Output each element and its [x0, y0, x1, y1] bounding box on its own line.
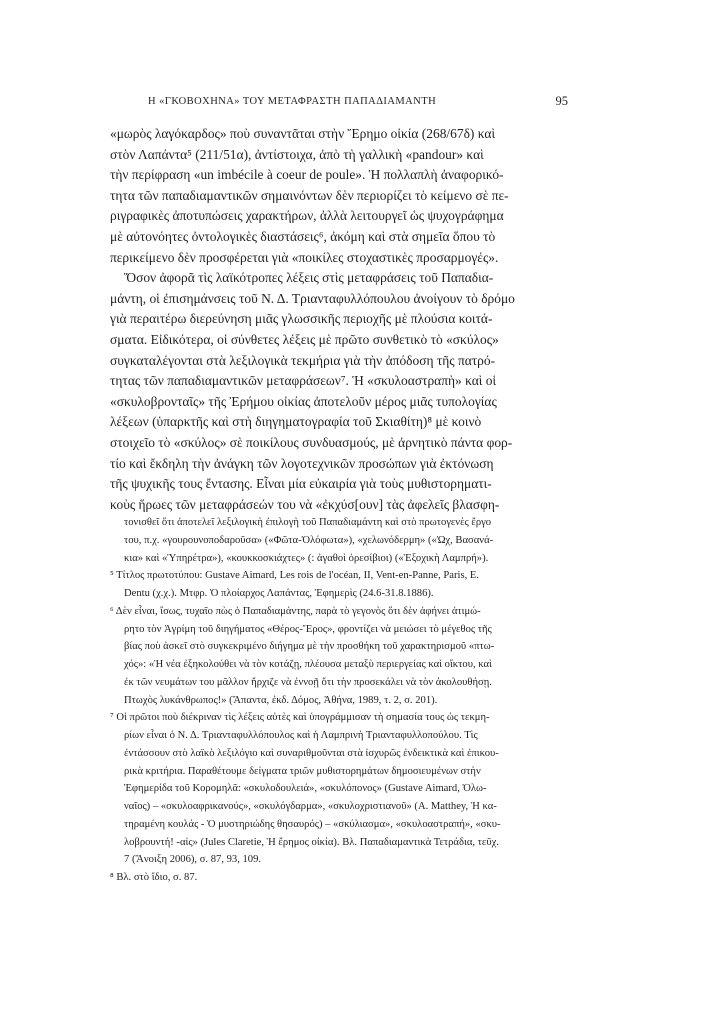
body-line: τίο καὶ ἔκδηλη τὴν ἀνάγκη τῶν λογοτεχνικῶν προσώπων γιὰ ἐκτόνωση: [110, 455, 494, 471]
footnote-8: ⁸ Βλ. στὸ ἴδιο, σ. 87.: [110, 872, 198, 883]
footnote-line: τονισθεῖ ὅτι ἀποτελεῖ λεξιλογικὴ ἐπιλογὴ τοῦ Παπαδιαμάντη καὶ στὸ πρωτογενὲς ἔργο: [124, 517, 492, 528]
footnote-line: Ἐφημερίδα τοῦ Κορομηλᾶ: «σκυλοδουλειά», «σκυλόπονος» (Gustave Aimard, Ὀλω-: [124, 783, 487, 795]
footnote-line: ἐντάσσουν στὸ λαϊκὸ λεξιλόγιο καὶ συναριθμοῦνται στὰ ἰσχυρῶς ἐνδεικτικὰ καὶ ἐπικου-: [124, 747, 499, 759]
running-head: Η «ΓΚΟΒΟΧΗΝΑ» ΤΟΥ ΜΕΤΑΦΡΑΣΤΗ ΠΑΠΑΔΙΑΜΑΝΤΗ: [148, 96, 437, 107]
footnote-line: ἐκ τῶν νευμάτων του μᾶλλον ἤρχιζε νὰ ἐννοῇ ὅτι τὴν προσεκάλει νὰ τὸν ἀκολουθήσῃ.: [124, 676, 492, 688]
footnote-line: 7 (Ἄνοιξη 2006), σ. 87, 93, 109.: [124, 854, 262, 866]
footnote-line: ναῖος) – «σκυλοαφρικανούς», «σκυλόγδαρμα», «σκυλοχριστιανοῦ» (A. Matthey, Ἡ κα-: [124, 801, 497, 812]
body-line: στὸν Λαπάντα⁵ (211/51α), ἀντίστοιχα, ἀπὸ τὴ γαλλικὴ «pandour» καὶ: [110, 146, 484, 162]
body-line: μάντη, οἱ ἐπισημάνσεις τοῦ Ν. Δ. Τριανταφυλλόπουλου ἀνοίγουν τὸ δρόμο: [110, 290, 515, 306]
body-line: τητα τῶν παπαδιαμαντικῶν σημαινόντων δὲν περιορίζει τὸ κείμενο σὲ πε-: [110, 187, 509, 203]
footnote-line: Dentu (χ.χ.). Μτφρ. Ὁ πλοίαρχος Λαπάντας, Ἐφημερὶς (24.6-31.8.1886).: [124, 588, 434, 599]
body-line: Ὅσον ἀφορᾶ τὶς λαϊκότροπες λέξεις στὶς μεταφράσεις τοῦ Παπαδια-: [124, 270, 494, 286]
body-line: μὲ αὐτονόητες ὀντολογικὲς διαστάσεις⁶, ἀκόμη καὶ στὰ σημεῖα ὅπου τὸ: [110, 228, 496, 244]
footnote-6: ⁶ Δὲν εἶναι, ἴσως, τυχαῖο πὼς ὁ Παπαδιαμάντης, παρὰ τὸ γεγονὸς ὅτι δὲν ἀφήνει ἀτιμώ-: [110, 605, 481, 617]
footnote-line: κια» καὶ «Ὑπηρέτρα»), «κουκκοσκιάχτες» (: ἀγαθοὶ ὀρεσίβιοι) («Ἐξοχικὴ Λαμπρή»).: [124, 552, 489, 564]
footnote-line: Πτωχὸς λυκάνθρωπος!» (Ἅπαντα, ἐκδ. Δόμος, Ἀθήνα, 1989, τ. 2, σ. 201).: [124, 694, 438, 706]
footnote-line: ρίων εἶναι ὁ Ν. Δ. Τριανταφυλλόπουλος καὶ ἡ Λαμπρινὴ Τριανταφυλλοπούλου. Τὶς: [124, 730, 478, 741]
body-line: τητας τῶν παπαδιαμαντικῶν μεταφράσεων⁷. Ἡ «σκυλοαστραπὴ» καὶ οἱ: [110, 373, 497, 389]
footnote-line: λοβρουντή! -αἰς» (Jules Claretie, Ἡ ἔρημος οἰκία). Βλ. Παπαδιαμαντικὰ Τετράδια, τεῦχ.: [124, 836, 499, 848]
body-line: «μωρὸς λαγόκαρδος» ποὺ συναντᾶται στὴν Ἔρημο οἰκία (268/67δ) καὶ: [110, 126, 496, 141]
page-header: [148, 96, 568, 112]
body-line: κοὺς ἥρωες τῶν μεταφράσεών του νὰ «ἐκχύσ[ουν] τὰς ἀφελεῖς βλασφη-: [110, 496, 500, 512]
footnote-line: χός»: «Ἡ νέα ἐξηκολούθει νὰ τὸν κοτάζῃ, πλέουσα μεταξὺ περιεργείας καὶ οἴκτου, καὶ: [124, 659, 492, 670]
body-line: στοιχεῖο τὸ «σκύλος» σὲ ποικίλους συνδυασμούς, μὲ ἀρνητικὸ πάντα φορ-: [110, 434, 513, 450]
footnote-line: του, π.χ. «γουρουνοποδαροῦσα» («Φῶτα-Ὀλόφωτα»), «χελωνόδερμη» («Ὡχ, Βασανά-: [124, 534, 494, 546]
footnote-7: ⁷ Οἱ πρῶτοι ποὺ διέκριναν τὶς λέξεις αὐτὲς καὶ ὑπογράμμισαν τὴ σημασία τους ὡς τεκμη-: [110, 712, 490, 724]
body-line: συγκαταλέγονται στὰ λεξιλογικὰ τεκμήρια γιὰ τὴν ἀπόδοση τῆς πατρό-: [110, 352, 496, 368]
body-line: τῆς ψυχικῆς τους ἔντασης. Εἶναι μία εὐκαιρία γιὰ τοὺς μυθιστορηματι-: [110, 476, 492, 492]
body-line: περικείμενο δὲν προσφέρεται γιὰ «ποικίλες στοχαστικὲς προσαρμογές».: [110, 249, 499, 265]
body-line: «σκυλοβρονταῖς» τῆς Ἐρήμου οἰκίας ἀποτελοῦν μέρος μιᾶς τυπολογίας: [110, 393, 497, 409]
body-line: γιὰ περαιτέρω διερεύνηση μιᾶς γλωσσικῆς περιοχῆς μὲ πλούσια κοιτά-: [110, 311, 493, 327]
page-number: 95: [555, 94, 568, 108]
body-line: σματα. Εἰδικότερα, οἱ σύνθετες λέξεις μὲ πρῶτο συνθετικὸ τὸ «σκύλος»: [110, 331, 499, 347]
footnotes: [110, 514, 618, 887]
body-line: τὴν περίφραση «un imbécile à coeur de poule». Ἡ πολλαπλὴ ἀναφορικό-: [110, 167, 504, 183]
body-line: λέξεων (ὑπαρκτῆς καὶ στὴ διηγηματογραφία τοῦ Σκιαθίτη)⁸ μὲ κοινὸ: [110, 414, 482, 430]
footnote-5: ⁵ Τίτλος πρωτοτύπου: Gustave Aimard, Les rois de l'océan, II, Vent-en-Panne, Paris, E.: [110, 570, 479, 582]
footnote-line: ρικὰ κριτήρια. Παραθέτουμε δείγματα τριῶν μυθιστορημάτων δημοσιευμένων στὴν: [124, 765, 481, 777]
body-text: [110, 124, 618, 515]
body-line: ριγραφικὲς ἀποτυπώσεις χαρακτήρων, ἀλλὰ λειτουργεῖ ὡς ψυχογράφημα: [110, 208, 504, 224]
footnote-line: ρητο τὸν Ἀγρίμη τοῦ διηγήματος «Θέρος-Ἔρος», φροντίζει νὰ μειώσει τὸ μέγεθος τῆς: [124, 623, 492, 635]
footnote-line: βίας ποὺ ἀσκεῖ στὸ συγκεκριμένο διήγημα μὲ τὴν προσθήκη τοῦ χαρακτηρισμοῦ «πτω-: [124, 641, 495, 653]
footnote-line: τηραμένη κουλάς - Ὁ μυστηριώδης θησαυρός) – «σκύλιασμα», «σκυλοαστραπή», «σκυ-: [124, 818, 501, 830]
